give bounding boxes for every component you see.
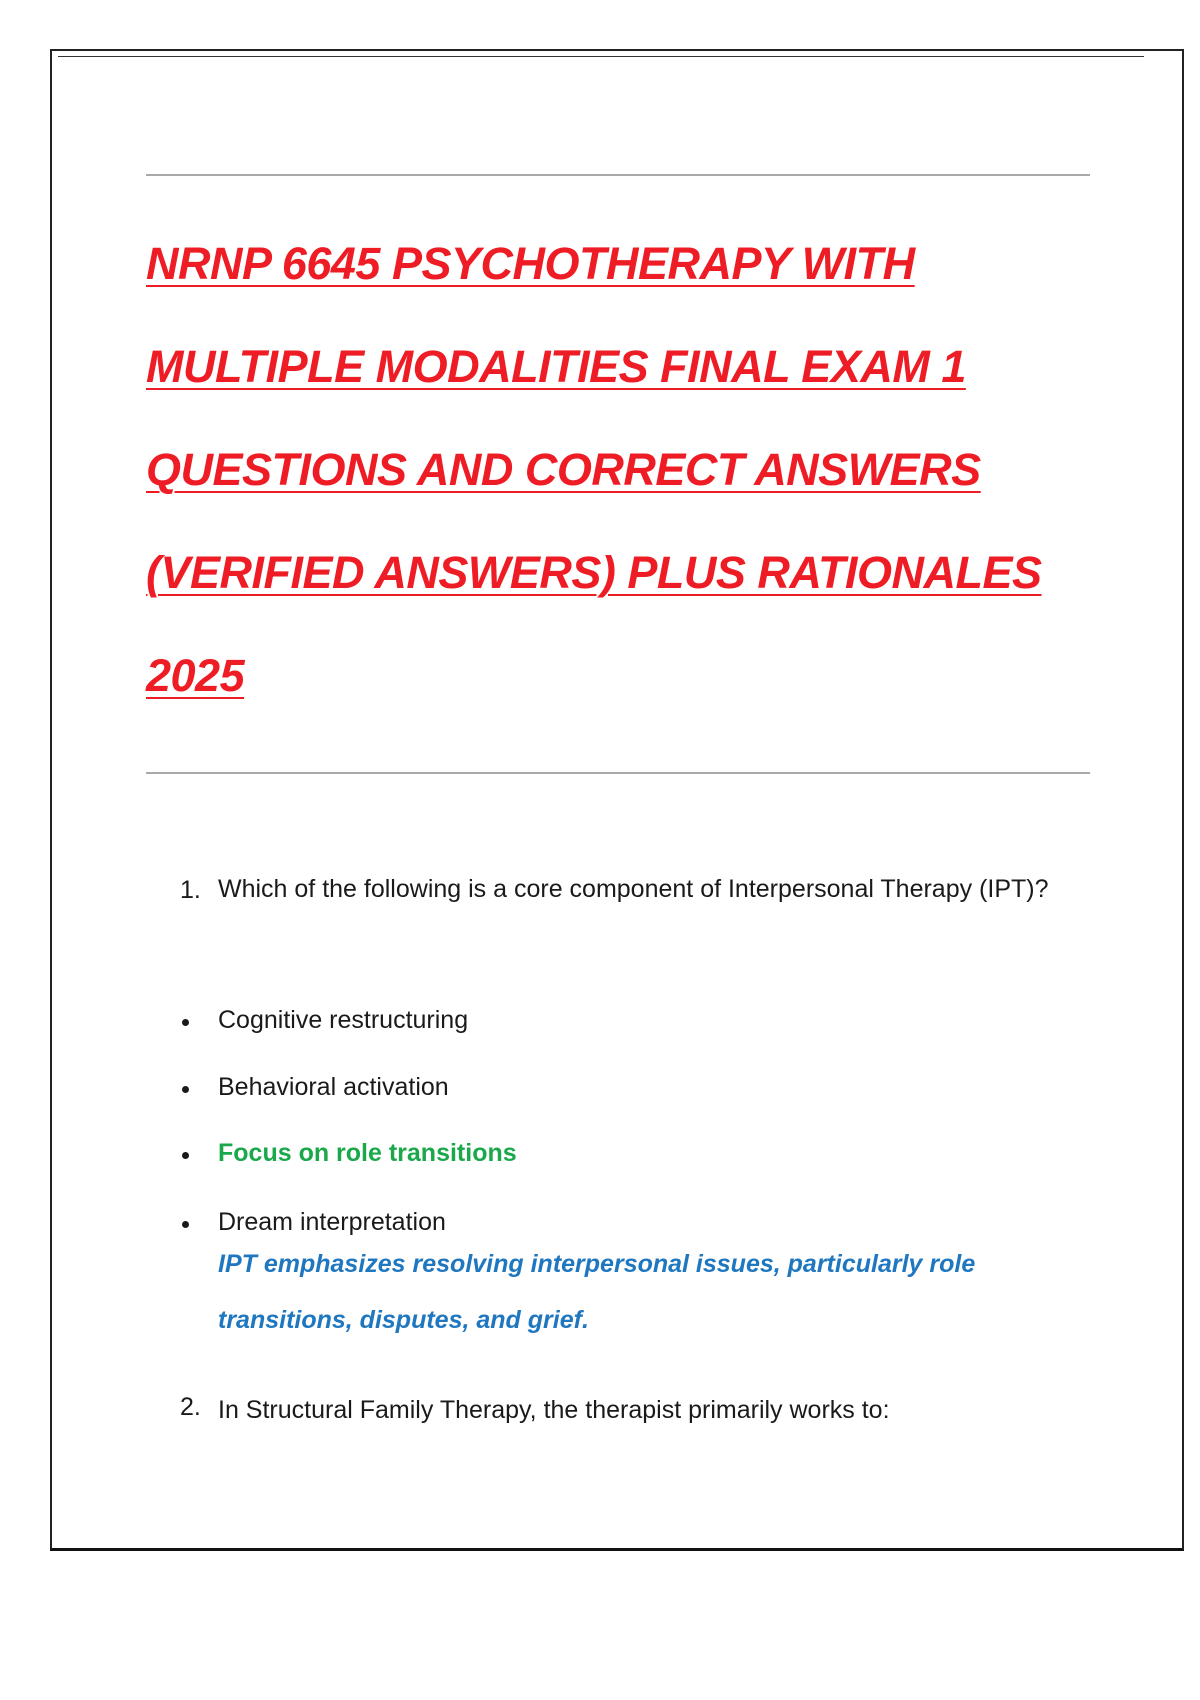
question-text: In Structural Family Therapy, the therapist primarily works to: bbox=[218, 1396, 890, 1424]
correct-answer-option bbox=[180, 1139, 1080, 1173]
bullet-icon bbox=[182, 1086, 189, 1093]
title-top-rule bbox=[146, 174, 1090, 176]
option-text: Dream interpretation bbox=[218, 1208, 446, 1236]
title-line-2: MULTIPLE MODALITIES FINAL EXAM 1 bbox=[146, 341, 966, 392]
option-text: Behavioral activation bbox=[218, 1073, 449, 1101]
title-line-3: QUESTIONS AND CORRECT ANSWERS bbox=[146, 444, 981, 495]
question-number: 1. bbox=[180, 876, 201, 904]
option-text: Cognitive restructuring bbox=[218, 1006, 469, 1034]
title-line-1: NRNP 6645 PSYCHOTHERAPY WITH bbox=[146, 238, 915, 289]
option-text: Focus on role transitions bbox=[218, 1139, 517, 1167]
bullet-icon bbox=[182, 1019, 189, 1026]
rationale-text: IPT emphasizes resolving interpersonal issues, particularly role transitions, disputes, and grief. bbox=[218, 1250, 976, 1334]
question-number: 2. bbox=[180, 1393, 201, 1421]
title-line-4: (VERIFIED ANSWERS) PLUS RATIONALES bbox=[146, 547, 1042, 598]
answer-option bbox=[180, 1073, 1080, 1107]
title-line-5: 2025 bbox=[146, 650, 245, 701]
document-title bbox=[146, 212, 1106, 727]
answer-option bbox=[180, 1006, 1080, 1040]
top-border-rule bbox=[58, 56, 1144, 57]
bullet-icon bbox=[182, 1152, 189, 1159]
question-text: Which of the following is a core component of Interpersonal Therapy (IPT)? bbox=[218, 875, 1049, 903]
bullet-icon bbox=[182, 1221, 189, 1228]
title-bottom-rule bbox=[146, 772, 1090, 774]
